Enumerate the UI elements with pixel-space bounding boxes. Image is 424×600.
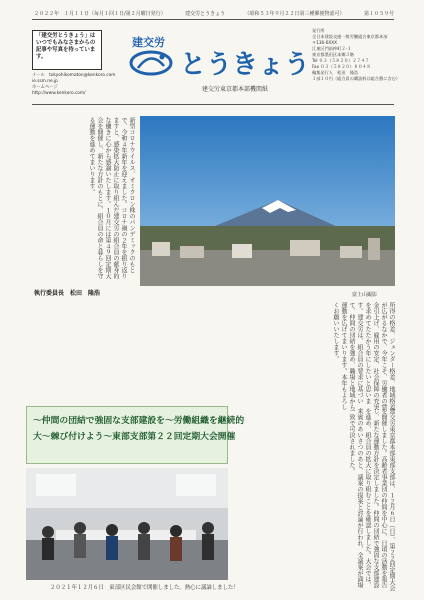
headline-line-1: ～仲間の団結で強固な支部建設を～労働組織を継続的 [33,416,245,426]
header-rule-bottom [32,104,394,105]
contact-homepage-label: ホームページ [32,85,58,90]
publisher-info [312,28,400,82]
meeting-article-text: 建交労東京都本部東部支部は、１２月６日（日）、第２２回定期大会を開催しました。高齢者事業団の仲間を中心に、日頃の活動を報告し、新たな運動方針を決定しました。仲間の団結で強固な支部建設を進め、組合員の拡大に取り組むことを確認しました。大会では、来賓のあいさつのあと、議案の提案と討論が行われ、全議案が満場一致で可決されました。 [348,408,395,591]
publisher-line: 発行所 [312,28,325,33]
publisher-line: 東京都墨田区本郷３階 [312,52,354,57]
new-year-article-text: 新型コロナウイルス、オミクロン株のパンデミックのもとで、令和４年新年を迎えました。コロナ禍の２年を振り返りますと、感染拡大防止に取り組んだ建交労の組合員の献身的な働きに心から感謝いたします。１０月には第４９回定期大会を開催し、新たな方針のもとに、組合員の命と暮らしを守る運動を進めてまいります。 [88,117,135,279]
publisher-line: 編集発行人 松田 隆浩 [312,70,359,75]
message-article-text: 所得の格差、ジェンダー格差、地域格差が広がるなかで、今年こそ、労働者の賃金引上げ、雇用の安定、社会保障の充実を求めてたたかう年にしたいと思います。建交労は、組合員の要求に基づいて、仲間の団結を強め、職場と地域から運動を広げてまいります。本年もよろしくお願いいたします。 [332,302,395,410]
meeting-photo [26,468,228,580]
article-signature: 執行委員長 松田 隆浩 [34,290,101,297]
headline-line-2: 大～棘び付けよう～東部支部第２２回定期大会開催 [33,432,236,442]
mount-fuji-photo [140,116,395,286]
organ-paper-label: 建交労東京都本部機関紙 [201,86,268,93]
contact-email: メール tokyohikomaton@kenkoro.com [32,73,116,78]
publisher-line: １部１０円（組合員の購読料は組合費に含む） [312,76,400,81]
issue-date: ２０２２年 １月１１日（毎月１回１日/第２月曜日発行） [34,11,166,17]
logo-mark-icon [128,48,174,76]
header-rule-top [32,19,394,20]
issue-number: 第１０５９号 [363,11,394,17]
meeting-photo-caption: ２０２１年１２月６日 東部区民会館で開催しました。熱心に議論しました！ [50,585,239,591]
photo-caption: 富士山撮影 [352,292,378,298]
publisher-line: 江東区門前仲町２-３ [312,46,352,51]
contact-info [32,73,116,97]
meeting-headline-box [26,406,245,464]
logo-title: とうきょう [180,50,311,80]
publisher-line: 〒136-0XXX [312,40,337,45]
publisher-line: Fax ０３（５８２０）８０４８ [312,64,371,69]
submission-callout: 「建交労とうきょう」はいつでもみなさまからの記事や写真を待っています。 [32,30,102,70]
postal-permit: （昭和５３年９月２２日第三種郵便物認可） [244,11,345,17]
masthead-logo [120,34,310,84]
header-info-line [34,10,394,17]
publisher-line: 全日本建設交運一般労働組合東京都本部 [312,34,388,39]
publisher-line: Tel ０３（５８２０）２７４７ [312,58,370,63]
contact-domain: ie.ssm.ne.jp [32,79,58,84]
paper-name-small: 建交労とうきょう [185,11,226,17]
logo-union-name: 建交労 [132,36,165,49]
contact-url: http://www.kenkoro.com/ [32,91,86,96]
